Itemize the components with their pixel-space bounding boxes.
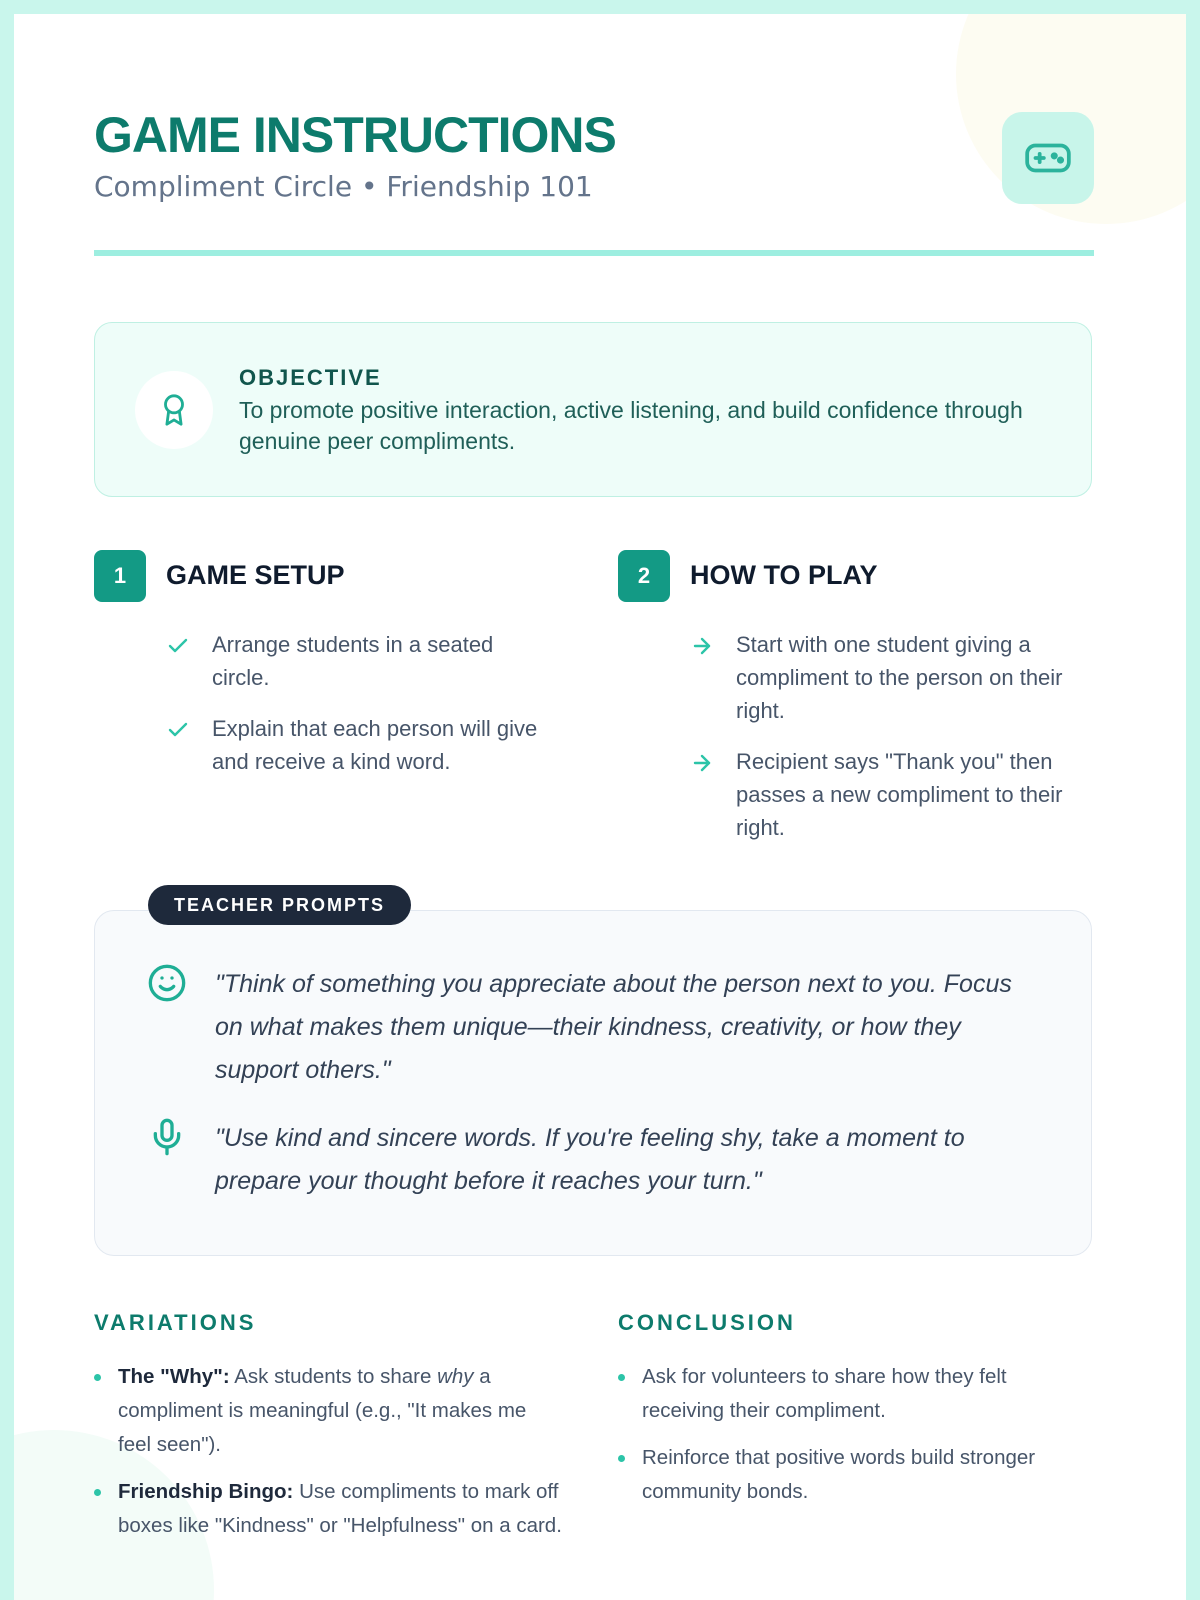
award-ribbon-icon — [157, 393, 191, 427]
prompt-quote: "Use kind and sincere words. If you're feeling shy, take a moment to prepare your thought before it reaches your turn." — [215, 1124, 965, 1195]
worksheet-page — [14, 14, 1186, 1600]
list-item: Reinforce that positive words build stronger community bonds. — [618, 1441, 1088, 1509]
list-item — [94, 1360, 564, 1462]
objective-card — [94, 322, 1092, 497]
teacher-prompts-card — [94, 910, 1092, 1256]
step-text: Arrange students in a seated circle. — [212, 632, 494, 690]
list-item — [166, 628, 546, 694]
variations-section — [94, 1310, 564, 1556]
variation-name: The "Why": — [118, 1365, 230, 1388]
header-divider — [94, 250, 1094, 256]
conclusion-section — [618, 1310, 1088, 1522]
check-icon — [166, 634, 190, 658]
list-item — [690, 628, 1090, 727]
arrow-right-icon — [690, 751, 714, 775]
step-text: Start with one student giving a compliment to the person on their right. — [736, 632, 1063, 723]
prompt-quote: "Think of something you appreciate about the person next to you. Focus on what makes them unique—their kindness, creativity, or how they support others." — [215, 970, 1012, 1084]
objective-label: OBJECTIVE — [239, 365, 382, 390]
step-text: Recipient says "Thank you" then passes a new compliment to their right. — [736, 749, 1063, 840]
conclusion-list — [618, 1360, 1088, 1509]
step-number-badge: 1 — [94, 550, 146, 602]
arrow-right-icon — [690, 634, 714, 658]
page-title: GAME INSTRUCTIONS — [94, 107, 616, 163]
list-item — [690, 745, 1090, 844]
variations-title: VARIATIONS — [94, 1310, 257, 1335]
gamepad-icon — [1023, 133, 1073, 183]
objective-icon-circle — [135, 371, 213, 449]
teacher-prompts-tag: TEACHER PROMPTS — [148, 885, 411, 925]
gamepad-badge — [1002, 112, 1094, 204]
page-subtitle: Compliment Circle • Friendship 101 — [94, 170, 593, 203]
how-to-play-title: HOW TO PLAY — [690, 560, 878, 590]
step-text: Explain that each person will give and receive a kind word. — [212, 716, 538, 774]
step-number-badge: 2 — [618, 550, 670, 602]
list-item: Ask for volunteers to share how they felt receiving their compliment. — [618, 1360, 1088, 1428]
microphone-icon — [147, 1117, 187, 1157]
setup-steps-list — [166, 628, 546, 796]
variation-text: Ask students to share — [229, 1365, 438, 1388]
variation-name: Friendship Bingo: — [118, 1480, 294, 1503]
list-item — [94, 1475, 564, 1543]
smile-icon — [147, 963, 187, 1003]
check-icon — [166, 718, 190, 742]
conclusion-title: CONCLUSION — [618, 1310, 796, 1335]
variation-text: a compliment is meaningful (e.g., "It makes me feel seen"). — [118, 1365, 527, 1456]
variations-list — [94, 1360, 564, 1543]
play-steps-list — [690, 628, 1090, 862]
variation-text: Use compliments to mark off boxes like "Kindness" or "Helpfulness" on a card. — [118, 1480, 562, 1537]
list-item — [166, 712, 546, 778]
objective-text: To promote positive interaction, active listening, and build confidence through genuine peer compliments. — [239, 397, 1023, 454]
game-setup-title: GAME SETUP — [166, 560, 345, 590]
variation-emphasis: why — [437, 1365, 474, 1388]
